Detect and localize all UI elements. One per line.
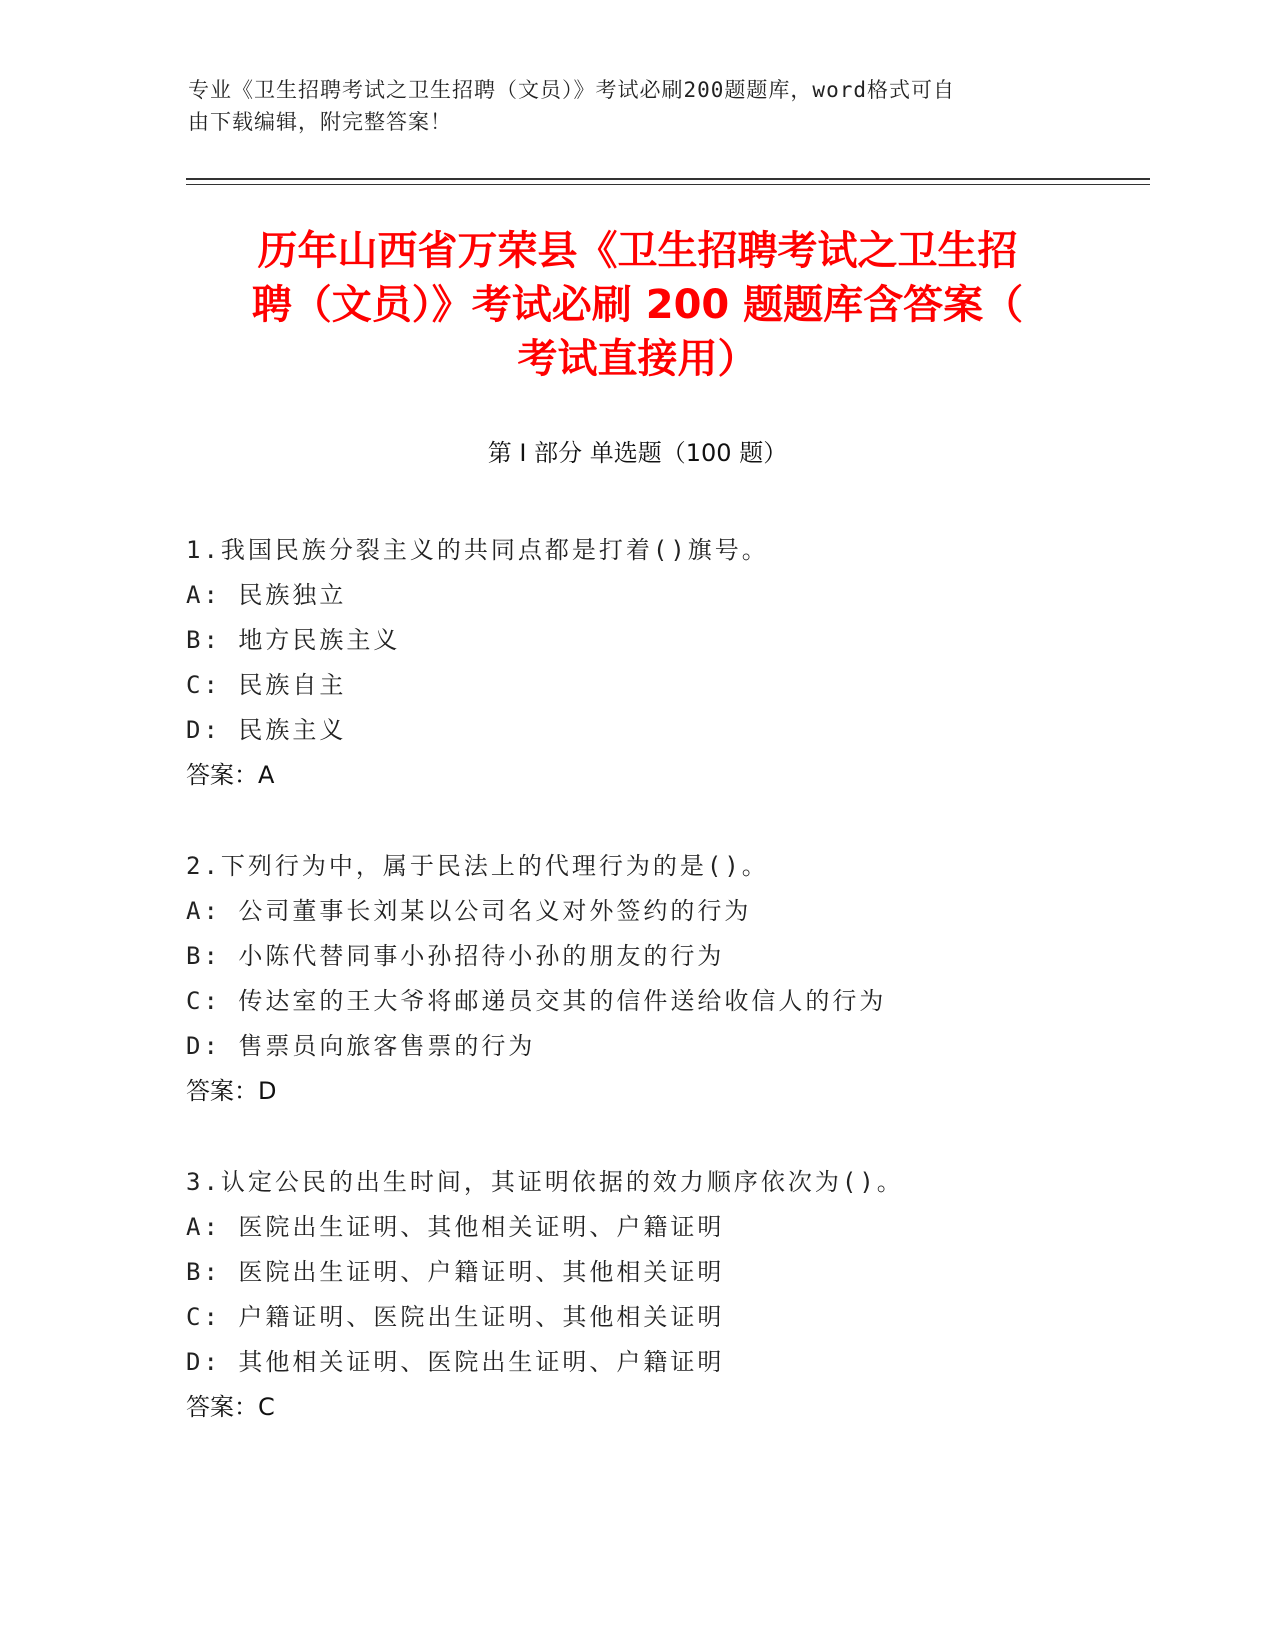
header-rule-bottom	[186, 184, 1150, 185]
question-list	[186, 528, 1146, 1476]
option-d: D: 其他相关证明、医院出生证明、户籍证明	[186, 1348, 725, 1376]
question-stem: 2.下列行为中，属于民法上的代理行为的是()。	[186, 852, 769, 880]
option-b: B: 地方民族主义	[186, 626, 401, 654]
section-title: 第 I 部分 单选题（100 题）	[487, 439, 788, 467]
question-2	[186, 844, 1146, 1114]
option-c: C: 传达室的王大爷将邮递员交其的信件送给收信人的行为	[186, 987, 887, 1015]
document-title-line-3: 考试直接用）	[517, 336, 758, 382]
header-note-line-2: 由下载编辑，附完整答案！	[188, 110, 452, 134]
question-3	[186, 1160, 1146, 1430]
document-title-line-2: 聘（文员）》考试必刷 200 题题库含答案（	[251, 282, 1024, 328]
question-stem: 1.我国民族分裂主义的共同点都是打着()旗号。	[186, 536, 769, 564]
option-b: B: 小陈代替同事小孙招待小孙的朋友的行为	[186, 942, 725, 970]
option-d: D: 民族主义	[186, 716, 347, 744]
option-a: A: 医院出生证明、其他相关证明、户籍证明	[186, 1213, 725, 1241]
option-d: D: 售票员向旅客售票的行为	[186, 1032, 536, 1060]
option-c: C: 民族自主	[186, 671, 347, 699]
header-rule-top	[186, 178, 1150, 180]
option-b: B: 医院出生证明、户籍证明、其他相关证明	[186, 1258, 725, 1286]
answer: 答案：C	[186, 1393, 275, 1421]
answer: 答案：A	[186, 761, 275, 789]
question-stem: 3.认定公民的出生时间，其证明依据的效力顺序依次为()。	[186, 1168, 904, 1196]
answer: 答案：D	[186, 1077, 277, 1105]
document-title-line-1: 历年山西省万荣县《卫生招聘考试之卫生招	[257, 228, 1018, 274]
option-a: A: 民族独立	[186, 581, 347, 609]
document-title	[180, 224, 1095, 386]
option-a: A: 公司董事长刘某以公司名义对外签约的行为	[186, 897, 752, 925]
question-1	[186, 528, 1146, 798]
header-note-line-1: 专业《卫生招聘考试之卫生招聘（文员）》考试必刷200题题库，word格式可自	[188, 78, 955, 102]
header-note	[188, 74, 1068, 138]
option-c: C: 户籍证明、医院出生证明、其他相关证明	[186, 1303, 725, 1331]
